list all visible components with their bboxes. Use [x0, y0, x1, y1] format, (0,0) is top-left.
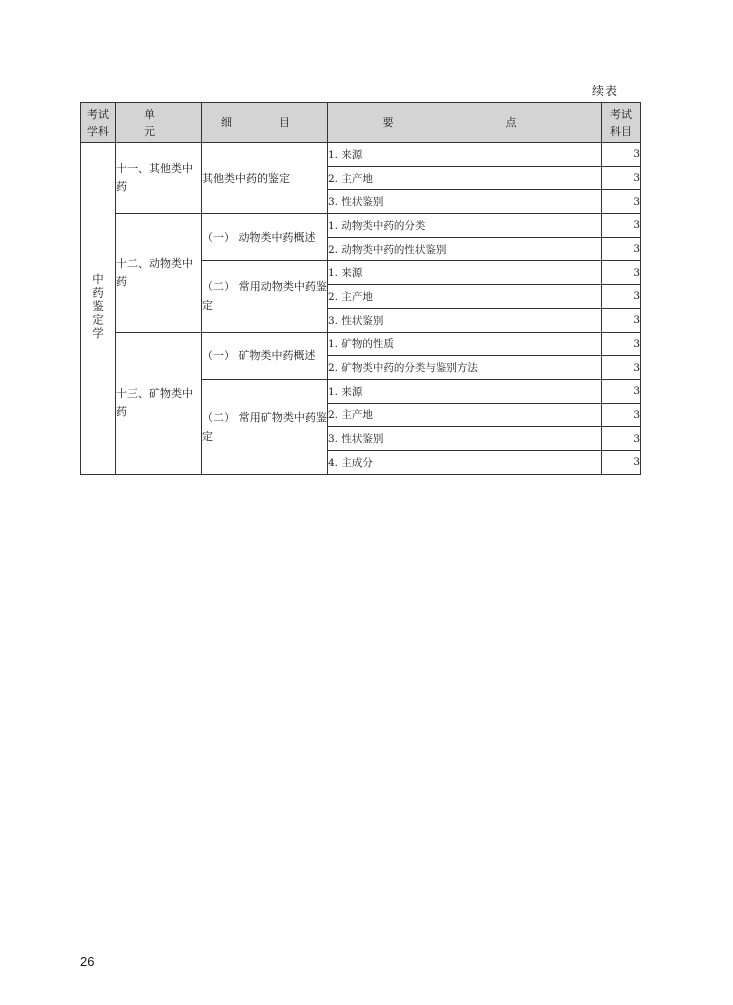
- point-cell: 2. 主产地: [328, 403, 602, 427]
- header-subject: [81, 103, 116, 143]
- score-cell: 3: [602, 403, 641, 427]
- header-unit: [116, 103, 202, 143]
- point-cell: 2. 主产地: [328, 166, 602, 190]
- point-cell: 1. 来源: [328, 379, 602, 403]
- detail-cell: （二） 常用动物类中药鉴定: [202, 261, 328, 332]
- subject-cell: [81, 143, 116, 475]
- score-cell: 3: [602, 214, 641, 238]
- header-score-line1: 考试: [610, 107, 632, 121]
- header-score-line2: 科目: [610, 124, 632, 138]
- unit-cell: 十二、动物类中药: [116, 214, 202, 332]
- score-cell: 3: [602, 285, 641, 309]
- table-row: [81, 214, 641, 238]
- detail-cell: （二） 常用矿物类中药鉴定: [202, 379, 328, 474]
- table-header-row: [81, 103, 641, 143]
- point-cell: 3. 性状鉴别: [328, 308, 602, 332]
- point-cell: 3. 性状鉴别: [328, 190, 602, 214]
- unit-cell: 十一、其他类中药: [116, 143, 202, 214]
- score-cell: 3: [602, 332, 641, 356]
- page-number: 26: [80, 954, 95, 969]
- point-cell: 3. 性状鉴别: [328, 427, 602, 451]
- point-cell: 1. 动物类中药的分类: [328, 214, 602, 238]
- header-subject-line2: 学科: [87, 124, 109, 138]
- continuation-label: 续表: [592, 84, 619, 98]
- table-row: [81, 143, 641, 167]
- point-cell: 2. 矿物类中药的分类与鉴别方法: [328, 356, 602, 380]
- score-cell: 3: [602, 190, 641, 214]
- header-subject-line1: 考试: [87, 107, 109, 121]
- header-detail-label: 细 目: [221, 116, 308, 129]
- detail-cell: （一） 矿物类中药概述: [202, 332, 328, 379]
- header-point-label: 要 点: [382, 116, 547, 129]
- score-cell: 3: [602, 356, 641, 380]
- detail-cell: 其他类中药的鉴定: [202, 143, 328, 214]
- score-cell: 3: [602, 143, 641, 167]
- subject-label: 中药鉴定学: [91, 273, 105, 341]
- score-cell: 3: [602, 379, 641, 403]
- point-cell: 2. 动物类中药的性状鉴别: [328, 237, 602, 261]
- score-cell: 3: [602, 308, 641, 332]
- unit-cell: 十三、矿物类中药: [116, 332, 202, 474]
- syllabus-table: [80, 102, 641, 475]
- header-score: [602, 103, 641, 143]
- score-cell: 3: [602, 261, 641, 285]
- point-cell: 4. 主成分: [328, 450, 602, 474]
- detail-cell: （一） 动物类中药概述: [202, 214, 328, 261]
- point-cell: 2. 主产地: [328, 285, 602, 309]
- header-unit-label: 单 元: [144, 107, 202, 138]
- header-point: [328, 103, 602, 143]
- point-cell: 1. 矿物的性质: [328, 332, 602, 356]
- score-cell: 3: [602, 450, 641, 474]
- header-detail: [202, 103, 328, 143]
- score-cell: 3: [602, 237, 641, 261]
- score-cell: 3: [602, 166, 641, 190]
- point-cell: 1. 来源: [328, 143, 602, 167]
- table-row: [81, 332, 641, 356]
- point-cell: 1. 来源: [328, 261, 602, 285]
- score-cell: 3: [602, 427, 641, 451]
